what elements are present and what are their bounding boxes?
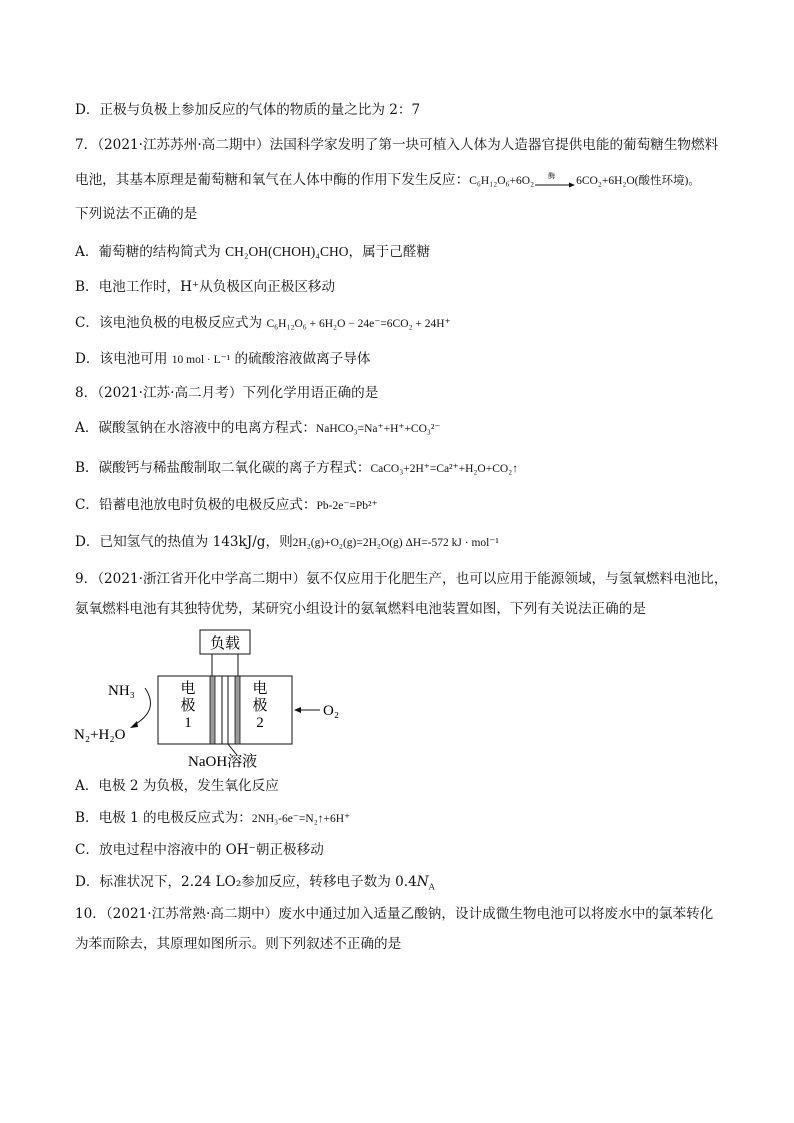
q9-option-b-text: B．电极 1 的电极反应式为： bbox=[75, 810, 252, 826]
ionic-equation: CaCO₃+2H⁺=Ca²⁺+H₂O+CO₂↑ bbox=[370, 463, 518, 475]
q9-stem-line2: 氨氧燃料电池有其独特优势，某研究小组设计的氨氧燃料电池装置如图，下列有关说法正确的是 bbox=[75, 601, 646, 617]
nh3-label: NH₃ bbox=[108, 683, 135, 699]
o2-label: O₂ bbox=[323, 703, 340, 719]
q9-option-d bbox=[75, 872, 754, 892]
thermochemical-equation: 2H₂(g)+O₂(g)=2H₂O(g) ΔH=-572 kJ · mol⁻¹ bbox=[292, 537, 499, 549]
q8-option-a-text: A．碳酸氢钠在水溶液中的电离方程式： bbox=[75, 420, 316, 436]
q7-option-a bbox=[75, 242, 754, 262]
q7-equation-right: 6CO₂+6H₂O(酸性环境)。 bbox=[576, 175, 700, 187]
q7-stem-line3: 下列说法不正确的是 bbox=[75, 206, 198, 222]
q8-option-c bbox=[75, 495, 754, 516]
q10-stem-line1: 10．（2021·江苏常熟·高二期中）废水中通过加入适量乙酸钠，设计成微生物电池可以将废水中的氯苯转化 bbox=[75, 906, 714, 922]
avogadro-subscript: A bbox=[428, 882, 435, 893]
concentration-value: 10 mol · L⁻¹ bbox=[171, 354, 231, 366]
catalyst-label: 酶 bbox=[548, 171, 556, 180]
q8-option-d bbox=[75, 532, 754, 553]
fuel-cell-diagram bbox=[70, 628, 430, 778]
q7-option-a-tail: ，属于己醛糖 bbox=[348, 244, 431, 260]
q7-option-c-text: C．该电池负极的电极反应式为 bbox=[75, 315, 267, 331]
electrode-1-plate bbox=[210, 676, 215, 744]
electrode-1-char-1: 电 bbox=[180, 681, 196, 697]
q9-option-c: C．放电过程中溶液中的 OH⁻朝正极移动 bbox=[75, 842, 324, 858]
q9-option-b bbox=[75, 808, 754, 829]
q8-option-d-text: D．已知氢气的热值为 143kJ/g，则 bbox=[75, 534, 293, 550]
q8-option-b-text: B．碳酸钙与稀盐酸制取二氧化碳的离子方程式： bbox=[75, 460, 371, 476]
q8-option-a bbox=[75, 418, 754, 439]
q7-option-b: B．电池工作时，H⁺从负极区向正极区移动 bbox=[75, 279, 336, 295]
electrode-2-char-1: 电 bbox=[252, 681, 268, 697]
q10-stem-line2: 为苯而除去，其原理如图所示。则下列叙述不正确的是 bbox=[75, 936, 402, 952]
q7-option-d-tail: 的硫酸溶液做离子导体 bbox=[230, 351, 371, 367]
load-label: 负载 bbox=[209, 636, 241, 652]
electrolyte-label: NaOH溶液 bbox=[188, 754, 258, 770]
q7-option-d bbox=[75, 349, 754, 370]
q7-equation-left: C₆H₁₂O₆+6O₂ bbox=[469, 175, 535, 187]
reaction-arrow-icon bbox=[534, 171, 576, 187]
electrode-1-char-2: 极 bbox=[180, 698, 196, 714]
ionization-equation: NaHCO₃=Na⁺+H⁺+CO₃²⁻ bbox=[315, 423, 441, 435]
cell-container bbox=[158, 676, 292, 744]
anode-equation: C₆H₁₂O₆ + 6H₂O − 24e⁻=6CO₂ + 24H⁺ bbox=[266, 318, 451, 330]
q9-option-a: A．电极 2 为负极，发生氧化反应 bbox=[75, 778, 279, 794]
q7-option-c bbox=[75, 313, 754, 334]
electrode-equation: Pb-2e⁻=Pb²⁺ bbox=[316, 500, 378, 512]
electrode-1-equation: 2NH₃-6e⁻=N₂↑+6H⁺ bbox=[251, 813, 351, 825]
q6-option-d: D．正极与负极上参加反应的气体的物质的量之比为 2：7 bbox=[75, 102, 421, 118]
electrode-2-plate bbox=[235, 676, 240, 744]
q7-option-a-text: A．葡萄糖的结构简式为 bbox=[75, 244, 226, 260]
q7-stem-text: 电池，其基本原理是葡萄糖和氧气在人体中酶的作用下发生反应： bbox=[75, 172, 470, 188]
electrode-1-char-3: 1 bbox=[184, 715, 192, 731]
q7-stem-line1: 7．（2021·江苏苏州·高二期中）法国科学家发明了第一块可植入人体为人造器官提供电能的葡萄糖生物燃料 bbox=[75, 137, 719, 153]
avogadro-symbol: N bbox=[416, 874, 429, 890]
q8-stem: 8．（2021·江苏·高二月考）下列化学用语正确的是 bbox=[75, 385, 379, 401]
electrode-2-char-3: 2 bbox=[256, 715, 264, 731]
q7-stem-line2 bbox=[75, 170, 754, 191]
products-label: N₂+H₂O bbox=[74, 727, 126, 743]
glucose-formula: CH₂OH(CHOH)₄CHO bbox=[225, 244, 349, 259]
q9-stem-line1: 9．（2021·浙江省开化中学高二期中）氨不仅应用于化肥生产，也可以应用于能源领域，与氢氧燃料电池比， bbox=[75, 571, 728, 587]
q8-option-b bbox=[75, 458, 754, 479]
q9-option-d-text: D．标准状况下，2.24 LO₂参加反应，转移电子数为 0.4 bbox=[75, 874, 417, 890]
electrode-2-char-2: 极 bbox=[252, 698, 268, 714]
curved-arrow-icon bbox=[134, 688, 150, 725]
q7-option-d-text: D．该电池可用 bbox=[75, 351, 172, 367]
q8-option-c-text: C．铅蓄电池放电时负极的电极反应式： bbox=[75, 497, 317, 513]
